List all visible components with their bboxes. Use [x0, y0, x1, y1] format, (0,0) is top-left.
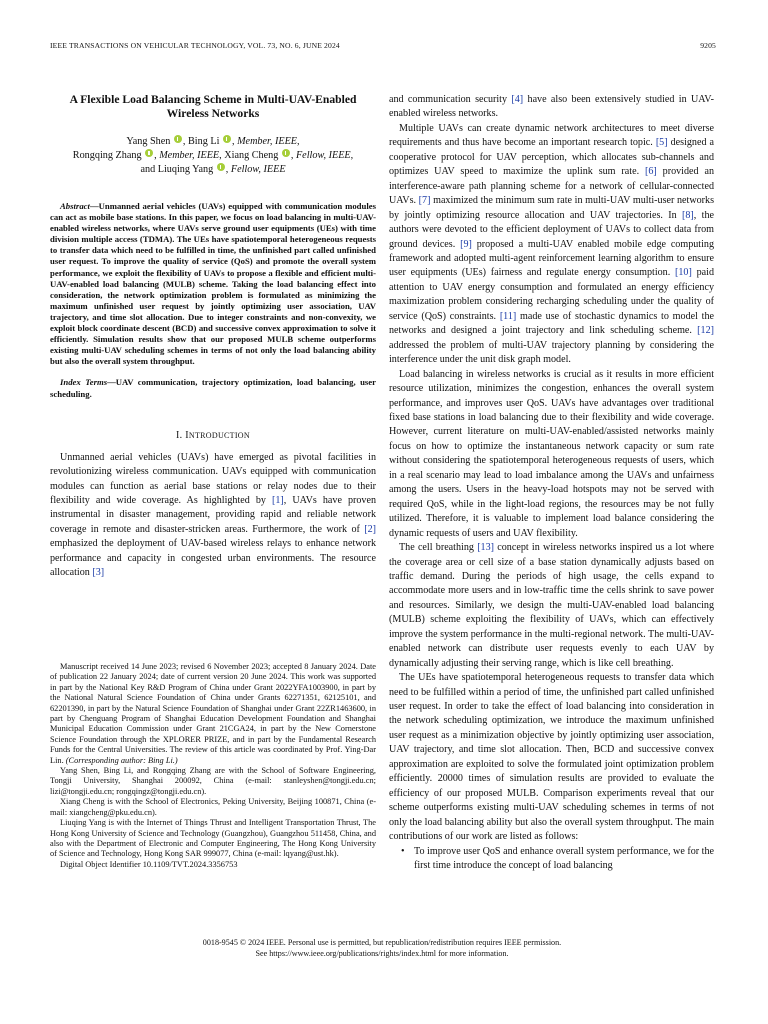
author-name: Rongqing Zhang — [72, 150, 142, 161]
citation-link[interactable]: [4] — [511, 94, 524, 105]
citation-link[interactable]: [9] — [460, 238, 472, 250]
list-item-text: To improve user QoS and enhance overall system performance, we for the first time introduce the concept of load balancing — [414, 845, 714, 872]
text-run: Multiple UAVs can create dynamic network architectures to meet diverse requirements and thus have become an important research topic. — [389, 122, 714, 149]
index-terms-label: Index Terms — [60, 377, 108, 388]
footnote-affiliation: Yang Shen, Bing Li, and Rongqing Zhang are with the School of Software Engineering, Tongji University, Shanghai 200092, China (e-mail: stanleyshen@tongji.edu.cn; lizi@tongji.edu.cn; rongqingz@tongji.edu.cn). — [50, 766, 376, 796]
author-list — [50, 135, 376, 177]
section-heading-introduction — [50, 430, 376, 441]
running-head — [50, 41, 716, 53]
abstract-dash: — — [89, 201, 99, 211]
abstract-text: Unmanned aerial vehicles (UAVs) equipped with communication modules can act as mobile base stations. In this paper, we focus on load balancing in multi-UAV-enabled wireless networks, where UAVs serve ground user equipments (UEs) with time division multiple access (TDMA). The UEs have spatiotemporal heterogeneous requests to transfer data which need to be fulfilled in time, the unfinished part called unfinished user request. To improve the quality of service (QoS) and promote the overall system performance, we exploit the flexibility of UAVs to propose a flexible and efficient multi-UAV-enabled load balancing (MULB) scheme. Taking the load balancing effect into consideration, the network optimization problem is formulated as minimizing the maximum unfinished user request by jointly optimizing user association, UAV trajectory, and time slot allocation. Due to integer constraints and non-convexity, we exploit block coordinate descent (BCD) and successive convex approximation to solve it efficiently. Simulation results show that our proposed MULB scheme outperforms existing multi-UAV scheduling schemes in terms of not only the load balancing ability but also the overall system throughput. — [50, 201, 376, 367]
citation-link[interactable]: [3] — [92, 567, 105, 579]
section-title: NTRODUCTION — [188, 430, 250, 440]
copyright-notice — [50, 938, 714, 959]
author-membership: Fellow, IEEE, — [295, 150, 354, 161]
body-paragraph — [389, 541, 714, 671]
citation-link[interactable]: [11] — [499, 310, 517, 322]
footnote-manuscript — [50, 662, 376, 766]
citation-link[interactable]: [6] — [645, 166, 657, 178]
right-column — [389, 93, 714, 873]
text-run: made use of stochastic dynamics to model the networks and designed a joint trajectory and link scheduling scheme. — [389, 310, 714, 337]
index-terms-dash: — — [107, 377, 116, 388]
bullet-icon: • — [401, 845, 405, 857]
abstract-label: Abstract — [60, 201, 90, 211]
text-run: Unmanned aerial vehicles (UAVs) have emerged as pivotal facilities in revolutionizing wireless communication. UAVs equipped with communication modules can function as aerial base stations or relay nodes due to their flexibility and wide coverage. As highlighted by — [50, 451, 376, 506]
citation-link[interactable]: [13] — [477, 542, 495, 554]
text-run: and communication security — [389, 94, 512, 105]
citation-link[interactable]: [1] — [271, 494, 284, 506]
text-run: emphasized the deployment of UAV-based wireless relays to enhance network performance and capacity in congested urban environments. The resource allocation — [50, 538, 376, 579]
contributions-list — [389, 845, 714, 874]
author-separator: , — [231, 136, 238, 147]
copyright-line: 0018-9545 © 2024 IEEE. Personal use is permitted, but republication/redistribution requires IEEE permission. — [202, 938, 562, 947]
footnote-text: Manuscript received 14 June 2023; revised 6 November 2023; accepted 8 January 2024. Date of publication 22 January 2024; date of current version 20 June 2024. This work was supported in part by the National Key R&D Program of China under Grant 2022YFA1003900, in part by the National Natural Science Foundation of China under Grants 62271351, 62125101, and 62201390, in part by the Natural Science Foundation of Shanghai under Grant 22ZR1463600, in part by Chenguang Program of Shanghai Education Development Foundation and Shanghai Municipal Education Commission under Grant 21CGA24, in part by the New Cornerstone Science Foundation through the XPLORER PRIZE, and in part by the Fundamental Research Funds for the Central Universities. The review of this article was coordinated by Prof. Ying-Dar Lin. — [50, 662, 376, 765]
citation-link[interactable]: [10] — [675, 267, 692, 279]
orcid-icon[interactable] — [223, 135, 231, 143]
list-item — [389, 845, 714, 874]
orcid-icon[interactable] — [217, 163, 225, 171]
text-run: provided an interference-aware path planning scheme for a network of cellular-connected UAVs. — [389, 166, 714, 207]
abstract — [50, 201, 376, 367]
paper-title: A Flexible Load Balancing Scheme in Multi-UAV-Enabled Wireless Networks — [69, 93, 357, 120]
orcid-icon[interactable] — [145, 149, 153, 157]
orcid-icon[interactable] — [174, 135, 182, 143]
text-run: proposed a multi-UAV enabled mobile edge computing framework and adopted multi-agent reinforcement learning algorithm to ensure user equipments (UEs) fairness and regulate energy consumption. — [389, 238, 714, 279]
body-paragraph — [389, 122, 714, 368]
text-run: have also been extensively studied in UAV-enabled wireless networks. — [389, 94, 715, 120]
orcid-icon[interactable] — [282, 149, 290, 157]
author-separator: , — [225, 164, 231, 175]
text-run: maximized the minimum sum rate in multi-UAV multi-user networks by jointly optimizing resource allocation and UAV trajectories. In — [389, 195, 715, 221]
index-terms-text: UAV communication, trajectory optimization, load balancing, user scheduling. — [50, 377, 376, 399]
author-separator: , — [290, 150, 296, 161]
citation-link[interactable]: [12] — [697, 325, 714, 337]
author-name: Xiang Cheng — [224, 150, 279, 161]
citation-link[interactable]: [2] — [364, 523, 376, 535]
author-name: Liuqing Yang — [157, 164, 214, 175]
page-number: 9205 — [700, 41, 716, 50]
text-run: paid attention to UAV energy consumption and formulated an energy efficiency maximization problem considering recharging scheduling under the quality of service (QoS) constraints. — [389, 267, 714, 322]
author-membership: Member, IEEE, — [237, 136, 300, 147]
body-paragraph — [389, 93, 714, 122]
citation-link[interactable]: [7] — [418, 195, 431, 207]
text-run: concept in wireless networks inspired us a lot where the coverage area or cell size of a base station dynamically adjusts based on traffic demand. During the periods of high usage, the cells expand to accommodate more users and in low-traffic time the cells shrink to save power and resources. Similarly, we design the multi-UAV-enabled load balancing (MULB) scheme exploiting the flexibility of UAVs, which can effectively improve the system performance in the multi-regional network. The multi-UAV-enabled network can distribute user requests evenly to each UAV by dynamically adjusting their serving range, which is like cell breathing. — [389, 542, 714, 669]
text-run: The cell breathing — [399, 542, 478, 554]
footnotes — [50, 662, 376, 870]
author-membership: Member, IEEE — [159, 150, 220, 161]
body-paragraph: Load balancing in wireless networks is crucial as it results in more efficient resource utilization, minimizes the congestion, enhances the overall system performance, and improves user QoS. UAVs have advantages over traditional fixed base stations in load balancing due to their flexibility and wide coverage. However, current literature on multi-UAV-enabled/assisted networks mainly focus on how to optimize the instantaneous network capacity or sum rate without considering the spatiotemporal heterogeneous requests of users, which in a real scenario may lead to load imbalance among the UAVs and unfairness among the users. Users in the heavy-load hotspots may not be served with required QoS, while in the light-load regions, the resources may be not fully utilized. Therefore, it is valuable to implement load balance considering the dynamic requests of users and UAV flexibility. — [389, 368, 714, 539]
footnote-affiliation: Liuqing Yang is with the Internet of Things Thrust and Intelligent Transportation Thrust, The Hong Kong University of Science and Technology (Guangzhou), Guangzhou 511458, China, and also with the Department of Electronic and Computer Engineering, The Hong Kong University of Science and Technology, Hong Kong SAR 999077, China (e-mail: lqyang@ust.hk). — [50, 818, 376, 859]
intro-paragraph — [50, 451, 376, 581]
author-membership: Fellow, IEEE — [230, 164, 286, 175]
author-name: Bing Li — [188, 136, 220, 147]
section-numeral: I. I — [176, 429, 189, 441]
footnote-affiliation: Xiang Cheng is with the School of Electronics, Peking University, Beijing 100871, China (e-mail: xiangcheng@pku.edu.cn). — [50, 797, 376, 817]
text-run: , the authors were devoted to the efficient deployment of UAVs to collect data from ground devices. — [389, 209, 714, 250]
citation-link[interactable]: [5] — [655, 137, 668, 149]
author-separator: , — [182, 136, 188, 147]
rights-link[interactable]: See https://www.ieee.org/publications/rights/index.html for more information. — [255, 948, 509, 958]
citation-link[interactable]: [8] — [682, 209, 694, 221]
text-run: , UAVs have proven instrumental in disaster management, providing rapid and reliable network coverage in remote and disaster-stricken areas. Furthermore, the work of — [50, 494, 376, 535]
journal-citation: IEEE TRANSACTIONS ON VEHICULAR TECHNOLOGY, VOL. 73, NO. 6, JUNE 2024 — [50, 41, 340, 50]
author-separator: , — [154, 150, 160, 161]
corresponding-author: (Corresponding author: Bing Li.) — [65, 755, 178, 765]
text-run: addressed the problem of multi-UAV trajectory planning by considering the interference under the unit disk graph model. — [389, 339, 714, 366]
body-paragraph: The UEs have spatiotemporal heterogeneous requests to transfer data which need to be fulfilled within a period of time, the unfinished part called unfinished user request. In order to take the effect of load balancing into consideration in the network scheduling optimization, we introduce the maximum unfinished user request as a minimization objective by jointly optimizing user association, UAV trajectory, and time slot allocation. Then, BCD and successive convex approximation are exploited to solve the formulated joint optimization problem efficiently. 20000 times of simulation results are provided to evaluate the efficiency of our proposed MULB. Comparison experiments reveal that our scheme outperforms existing multi-UAV scheduling schemes in terms of not only the load balancing ability but also the overall system throughput. The main contributions of our work are listed as follows: — [389, 672, 714, 843]
footnote-doi[interactable]: Digital Object Identifier 10.1109/TVT.2024.3356753 — [60, 859, 238, 869]
index-terms — [50, 377, 376, 399]
author-separator: , — [219, 150, 225, 161]
left-column — [50, 93, 376, 581]
author-conjunction: and — [140, 164, 158, 175]
author-name: Yang Shen — [126, 136, 171, 147]
text-run: designed a cooperative protocol for UAV perception, which allocates sub-channels and optimizes UAV speed to maximize the uplink sum rate. — [389, 137, 714, 178]
